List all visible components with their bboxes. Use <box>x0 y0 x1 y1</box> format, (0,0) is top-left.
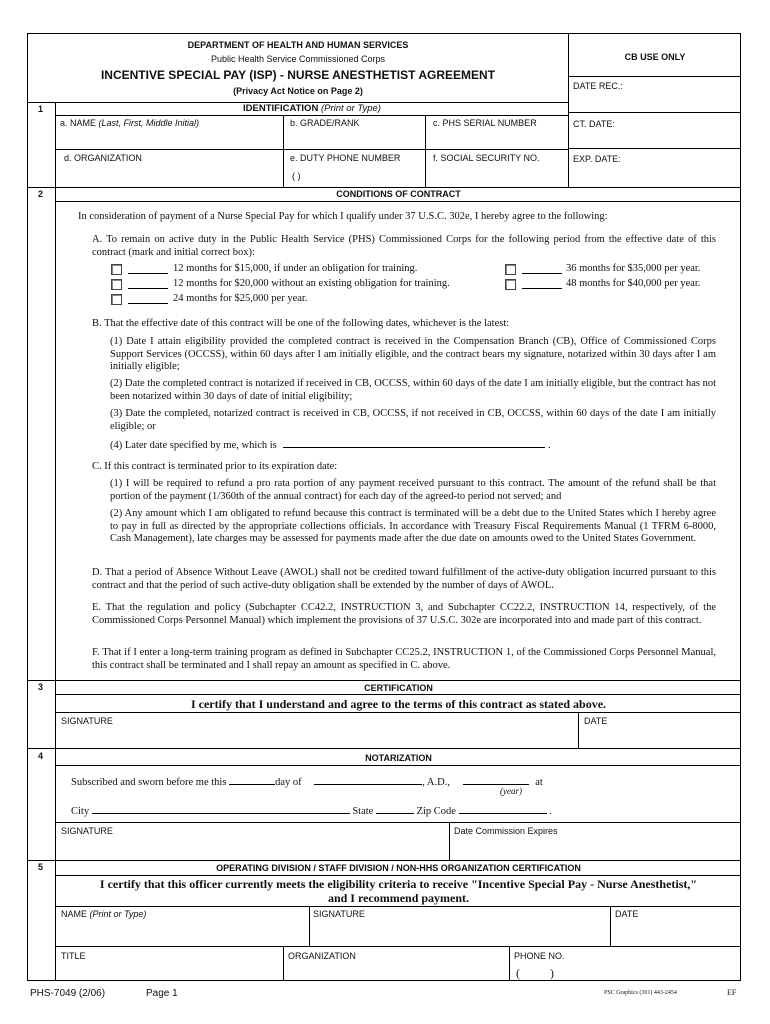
conditions-heading: CONDITIONS OF CONTRACT <box>336 189 461 199</box>
name-field-label: a. NAME <box>60 118 97 128</box>
state-text: State <box>352 806 374 817</box>
location-line <box>71 804 552 819</box>
form-title: INCENTIVE SPECIAL PAY (ISP) - NURSE ANESTHETIST AGREEMENT <box>100 68 496 82</box>
option-12-months-training-checkbox[interactable] <box>111 264 122 275</box>
certifier-organization-field[interactable]: ORGANIZATION <box>288 951 356 961</box>
exp-date-label: EXP. DATE: <box>573 154 621 164</box>
at-text: at <box>535 777 543 788</box>
section2-number: 2 <box>38 189 44 199</box>
certifier-phone-parens: ( ) <box>516 966 554 980</box>
duty-phone-parens: ( ) <box>292 171 301 181</box>
sworn-statement-line <box>71 775 543 790</box>
condition-c1: (1) I will be required to refund a pro rata portion of any payment received pursuant to this contract. The amount of the refund shall be that portion of the payment (1/360th of the annual contract) for each day of the agreed-to period not served; and <box>110 478 716 502</box>
cb-line-2 <box>568 112 741 113</box>
section3-date-divider <box>578 712 579 748</box>
section5-statement-line <box>55 906 741 907</box>
section-number-column <box>55 102 56 981</box>
date-rec-label: DATE REC.: <box>573 81 623 91</box>
commission-expires-field[interactable]: Date Commission Expires <box>454 826 558 836</box>
option-36-months-checkbox[interactable] <box>505 264 516 275</box>
option-24-months-initial[interactable] <box>128 294 168 304</box>
name-field[interactable] <box>60 118 280 150</box>
option-12-months-training-text: 12 months for $15,000, if under an obligation for training. <box>173 263 418 274</box>
condition-b2: (2) Date the completed contract is notarized if received in CB, OCCSS, within 60 days of the date I am initially eligible, but the contract has not been notarized within 30 days of date of initial eligibility; <box>110 378 716 402</box>
condition-c: C. If this contract is terminated prior to its expiration date: <box>92 461 338 472</box>
certification-statement: I certify that I understand and agree to the terms of this contract as stated above. <box>190 697 607 711</box>
section5-divider-1 <box>309 906 310 946</box>
section5-divider-4 <box>509 946 510 981</box>
privacy-notice: (Privacy Act Notice on Page 2) <box>233 86 363 96</box>
certifier-name-field[interactable] <box>61 909 146 919</box>
section4-row-line <box>55 822 741 823</box>
sworn-year-input[interactable] <box>463 775 529 785</box>
section5-divider-3 <box>283 946 284 981</box>
form-number: PHS-7049 (2/06) <box>30 988 106 999</box>
condition-d: D. That a period of Absence Without Leave (AWOL) shall not be credited toward fulfillment of the active-duty obligation incurred pursuant to this contract and that the period of such active-duty obligation shall be extended by the number of days of AWOL. <box>92 567 716 591</box>
notarization-heading: NOTARIZATION <box>365 753 432 763</box>
section1-divider-1 <box>283 115 284 188</box>
option-24-months-checkbox[interactable] <box>111 294 122 305</box>
division-statement-line1: I certify that this officer currently meets the eligibility criteria to receive "Incentive Special Pay - Nurse Anesthetist," <box>99 877 698 891</box>
certifier-name-label: NAME <box>61 909 88 919</box>
section4-top-line <box>27 748 741 749</box>
option-12-months-no-training-checkbox[interactable] <box>111 279 122 290</box>
city-input[interactable] <box>92 804 350 814</box>
zip-period: . <box>546 806 552 817</box>
identification-heading-note: (Print or Type) <box>320 103 381 114</box>
option-48-months-checkbox[interactable] <box>505 279 516 290</box>
section3-heading-line <box>55 694 741 695</box>
sworn-day-input[interactable] <box>229 775 275 785</box>
cb-line-3 <box>568 148 741 149</box>
day-of-text: day of <box>275 777 302 788</box>
later-date-period: . <box>545 440 551 451</box>
option-48-months-text: 48 months for $40,000 per year. <box>566 278 701 289</box>
certifier-signature-field[interactable]: SIGNATURE <box>313 909 365 919</box>
certification-heading: CERTIFICATION <box>364 683 433 693</box>
identification-heading <box>56 103 568 114</box>
year-caption: (year) <box>500 786 522 796</box>
section3-top-line <box>27 680 741 681</box>
certification-date-field[interactable]: DATE <box>584 716 608 726</box>
certification-signature-field[interactable]: SIGNATURE <box>61 716 113 726</box>
certifier-name-note: (Print or Type) <box>89 909 147 919</box>
zip-input[interactable] <box>459 804 547 814</box>
section5-top-line <box>27 860 741 861</box>
section5-heading-line <box>55 875 741 876</box>
sworn-month-input[interactable] <box>314 775 422 785</box>
section1-divider-2 <box>425 115 426 188</box>
ef-mark: EF <box>727 988 737 997</box>
certifier-title-field[interactable]: TITLE <box>61 951 86 961</box>
zip-text: Zip Code <box>416 806 456 817</box>
condition-a: A. To remain on active duty in the Public Health Service (PHS) Commissioned Corps for the following period from the effective date of this contract (mark and initial correct box): <box>92 234 716 258</box>
condition-b3: (3) Date the completed, notarized contract is received in CB, OCCSS, if not received in CB, OCCSS, within 60 days of the date I am initially eligible; or <box>110 408 716 432</box>
condition-c2: (2) Any amount which I am obligated to refund because this contract is terminated will be a debt due to the United States which I hereby agree to pay in full as directed by the appropriate collections officials. In accordance with Treasury Fiscal Requirements Manual (1 TFRM 6-8000, Cash Management), late charges may be assessed for payments made after the due date on amounts owed to the United States Government. <box>110 508 716 544</box>
grade-rank-field[interactable]: b. GRADE/RANK <box>290 118 360 128</box>
division-certification-heading: OPERATING DIVISION / STAFF DIVISION / NON-HHS ORGANIZATION CERTIFICATION <box>216 863 581 873</box>
state-input[interactable] <box>376 804 414 814</box>
name-field-note: (Last, First, Middle Initial) <box>98 118 200 128</box>
duty-phone-field[interactable]: e. DUTY PHONE NUMBER <box>290 153 401 163</box>
section3-statement-line <box>55 712 741 713</box>
condition-b1: (1) Date I attain eligibility provided the completed contract is received in the Compensation Branch (CB), Office of Commissioned Corps Support Services (OCCSS), within 60 days after I am initially eligible, and the contract bears my signature, notarized within 30 days after I am initially eligible; <box>110 336 716 372</box>
condition-b: B. That the effective date of this contract will be one of the following dates, whichever is the latest: <box>92 318 510 329</box>
option-36-months-initial[interactable] <box>522 264 562 274</box>
organization-field[interactable]: d. ORGANIZATION <box>64 153 142 163</box>
section3-number: 3 <box>38 682 44 692</box>
printer-credit: PSC Graphics (301) 443-2454 <box>604 990 677 996</box>
form-outer-border <box>27 33 741 981</box>
section1-row-line <box>55 149 568 150</box>
sworn-text: Subscribed and sworn before me this <box>71 777 227 788</box>
section2-heading-line <box>55 201 741 202</box>
section5-row-line <box>55 946 741 947</box>
condition-b4-text: (4) Later date specified by me, which is <box>110 440 277 451</box>
section4-commission-divider <box>449 822 450 860</box>
ad-text: , A.D., <box>422 777 450 788</box>
section5-number: 5 <box>38 862 44 872</box>
section2-top-line <box>27 187 741 188</box>
identification-heading-text: IDENTIFICATION <box>243 103 319 114</box>
option-36-months-text: 36 months for $35,000 per year. <box>566 263 701 274</box>
option-12-months-training-initial[interactable] <box>128 264 168 274</box>
phs-serial-field[interactable]: c. PHS SERIAL NUMBER <box>433 118 537 128</box>
condition-e: E. That the regulation and policy (Subchapter CC42.2, INSTRUCTION 3, and Subchapter CC22.2, INSTRUCTION 14, respectively, of the Commissioned Corps Personnel Manual) which implement the provisions of 37 U.S.C. 302e are incorporated into and made part of this contract. <box>92 602 716 626</box>
page-number: Page 1 <box>146 988 178 999</box>
certifier-phone-field[interactable]: PHONE NO. <box>514 951 565 961</box>
ct-date-label: CT. DATE: <box>573 119 615 129</box>
option-12-months-no-training-text: 12 months for $20,000 without an existing obligation for training. <box>173 278 450 289</box>
notary-signature-field[interactable]: SIGNATURE <box>61 826 113 836</box>
certifier-date-field[interactable]: DATE <box>615 909 639 919</box>
section4-heading-line <box>55 765 741 766</box>
ssn-field[interactable]: f. SOCIAL SECURITY NO. <box>433 153 540 163</box>
option-24-months-text: 24 months for $25,000 per year. <box>173 293 308 304</box>
cb-use-only-label: CB USE ONLY <box>624 52 686 62</box>
division-statement-line2: and I recommend payment. <box>327 891 470 905</box>
section4-number: 4 <box>38 751 44 761</box>
section1-heading-line <box>55 115 568 116</box>
conditions-intro: In consideration of payment of a Nurse Special Pay for which I qualify under 37 U.S.C. 302e, I hereby agree to the following: <box>78 211 608 222</box>
agency-name: Public Health Service Commissioned Corps <box>210 54 386 64</box>
cb-line-1 <box>568 76 741 77</box>
later-date-input[interactable] <box>283 438 545 448</box>
section5-divider-2 <box>610 906 611 946</box>
department-name: DEPARTMENT OF HEALTH AND HUMAN SERVICES <box>187 40 409 50</box>
condition-f: F. That if I enter a long-term training program as defined in Subchapter CC25.2, INSTRUCTION 1, of the Commissioned Corps Personnel Manual, this contract shall be terminated and I shall repay an amount as specified in C. above. <box>92 647 716 671</box>
option-12-months-no-training-initial[interactable] <box>128 279 168 289</box>
section1-number: 1 <box>38 104 44 114</box>
condition-b4 <box>110 438 551 453</box>
option-48-months-initial[interactable] <box>522 279 562 289</box>
city-text: City <box>71 806 90 817</box>
